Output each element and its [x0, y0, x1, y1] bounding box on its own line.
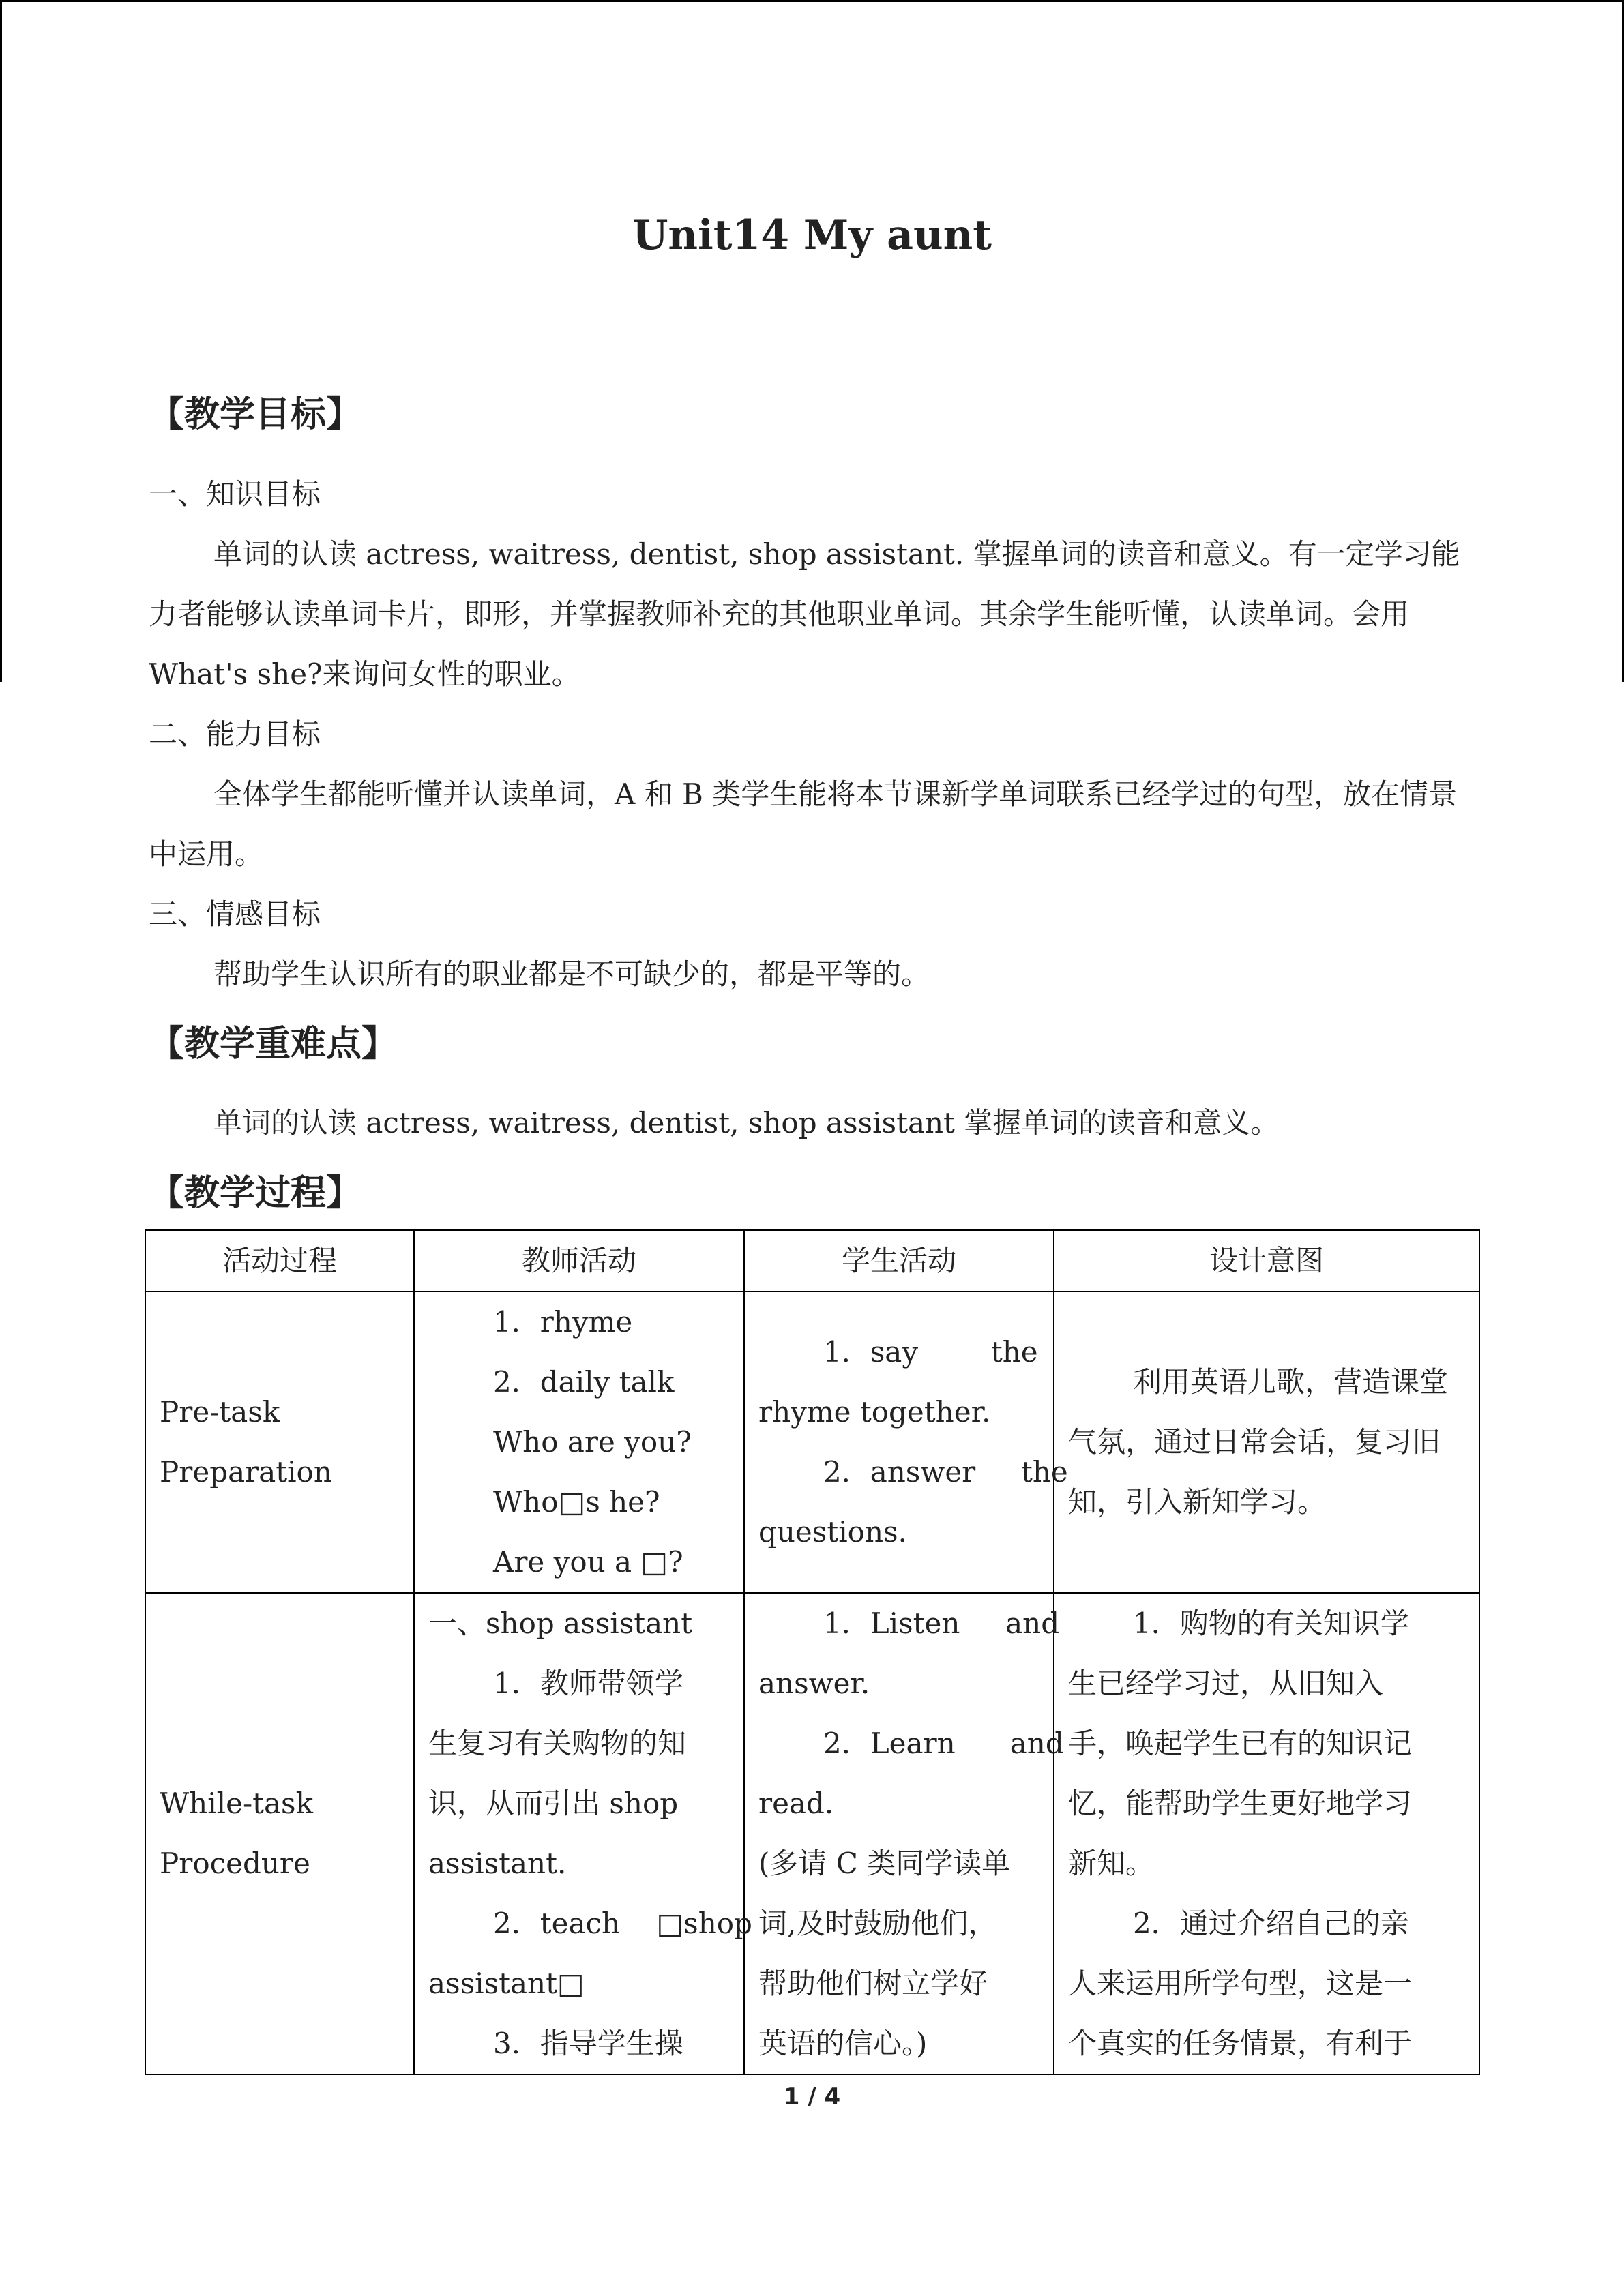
teacher-line: 生复习有关购物的知 — [428, 1727, 687, 1760]
student-line: 词,及时鼓励他们， — [758, 1907, 997, 1940]
stage-cell — [145, 1292, 414, 1593]
header-stage: 活动过程 — [145, 1230, 414, 1292]
intent-line: 个真实的任务情景，有利于 — [1068, 2027, 1413, 2060]
teacher-line: 1．rhyme — [493, 1305, 633, 1339]
keypoints-heading: 【教学重难点】 — [149, 1024, 398, 1064]
keypoints-text: 单词的认读 actress, waitress, dentist, shop assistant 掌握单词的读音和意义。 — [213, 1106, 1280, 1139]
teacher-line: 一、shop assistant — [428, 1607, 693, 1640]
student-line: answer. — [758, 1667, 870, 1700]
header-teacher: 教师活动 — [414, 1230, 744, 1292]
page-border-top — [0, 0, 1624, 2]
teacher-activity-cell — [414, 1593, 752, 2074]
table-row — [145, 1292, 1479, 1593]
intent-cell — [1054, 1593, 1479, 2074]
student-line: 2．answer the — [823, 1455, 1068, 1489]
document-title: Unit14 My aunt — [632, 211, 992, 259]
teacher-line: Who are you? — [493, 1425, 692, 1459]
student-line: 1．say the — [823, 1335, 1038, 1369]
knowledge-heading: 一、知识目标 — [149, 477, 321, 511]
teacher-line: Who□s he? — [493, 1485, 660, 1519]
header-intent: 设计意图 — [1054, 1230, 1479, 1292]
student-line: read. — [758, 1787, 834, 1820]
intent-line: 手，唤起学生已有的知识记 — [1068, 1727, 1413, 1760]
teacher-line: 识，从而引出 shop — [428, 1787, 679, 1820]
ability-heading: 二、能力目标 — [149, 717, 321, 751]
student-activity-cell — [744, 1593, 1064, 2074]
stage-line: Pre-task — [160, 1395, 280, 1429]
student-line: 2．Learn and — [823, 1727, 1064, 1760]
student-line: (多请 C 类同学读单 — [758, 1847, 1011, 1880]
student-line: 帮助他们树立学好 — [758, 1967, 988, 2000]
intent-cell — [1054, 1292, 1479, 1593]
intent-line: 生已经学习过，从旧知入 — [1068, 1667, 1384, 1700]
teacher-line: 2．daily talk — [493, 1365, 675, 1399]
objectives-heading: 【教学目标】 — [149, 394, 362, 435]
teacher-line: Are you a □? — [493, 1545, 683, 1579]
stage-line: While-task — [160, 1787, 314, 1820]
page-number: 1 / 4 — [783, 2083, 841, 2111]
intent-line: 1．购物的有关知识学 — [1133, 1607, 1409, 1640]
emotion-text: 帮助学生认识所有的职业都是不可缺少的，都是平等的。 — [213, 957, 930, 991]
process-heading: 【教学过程】 — [149, 1173, 362, 1214]
emotion-heading: 三、情感目标 — [149, 897, 321, 931]
teacher-activity-cell — [414, 1292, 744, 1593]
table-row — [145, 1593, 1479, 2074]
teaching-process-table — [145, 1229, 1480, 2075]
student-line: 1．Listen and — [823, 1607, 1060, 1640]
teacher-line: assistant. — [428, 1847, 567, 1880]
stage-cell — [145, 1593, 414, 2074]
teacher-line: 2．teach □shop — [493, 1907, 752, 1940]
stage-line: Procedure — [160, 1847, 310, 1880]
intent-line: 人来运用所学句型，这是一 — [1068, 1967, 1413, 2000]
ability-text: 全体学生都能听懂并认读单词，A 和 B 类学生能将本节课新学单词联系已经学过的句型，放在情景中运用。 — [149, 777, 1458, 871]
header-student: 学生活动 — [744, 1230, 1054, 1292]
student-line: rhyme together. — [758, 1395, 991, 1429]
teacher-line: assistant□ — [428, 1967, 585, 2000]
teacher-line: 3．指导学生操 — [493, 2027, 683, 2060]
knowledge-text: 单词的认读 actress, waitress, dentist, shop assistant. 掌握单词的读音和意义。有一定学习能力者能够认读单词卡片，即形，并掌握教师补充的其他职业单词。其余学生能听懂，认读单词。会用 What's she?来询问女性的职业。 — [149, 537, 1460, 691]
student-line: 英语的信心。) — [758, 2027, 928, 2060]
page-border-left — [0, 0, 2, 682]
stage-line: Preparation — [160, 1455, 332, 1489]
table-header-row — [145, 1230, 1479, 1292]
intent-line: 2．通过介绍自己的亲 — [1133, 1907, 1409, 1940]
teacher-line: 1．教师带领学 — [493, 1667, 683, 1700]
intent-line: 忆，能帮助学生更好地学习 — [1068, 1787, 1413, 1820]
student-activity-cell — [744, 1292, 1068, 1593]
intent-line: 新知。 — [1068, 1847, 1155, 1880]
student-line: questions. — [758, 1515, 907, 1549]
intent-text: 利用英语儿歌，营造课堂气氛，通过日常会话，复习旧知，引入新知学习。 — [1068, 1365, 1449, 1519]
